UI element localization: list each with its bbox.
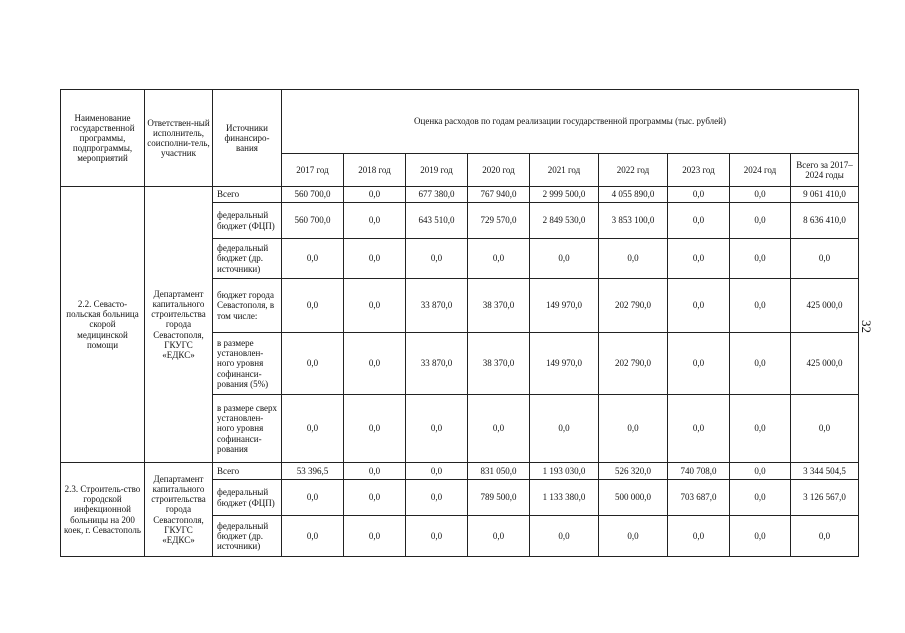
value-cell: 0,0 (730, 279, 791, 333)
value-cell: 729 570,0 (468, 203, 530, 239)
header-responsible: Ответствен-ный исполнитель, соисполни-тель, участник (145, 90, 213, 187)
table-row (61, 463, 859, 480)
source-cell: федеральный бюджет (др. источники) (213, 239, 282, 279)
value-cell: 0,0 (791, 516, 859, 557)
value-cell: 0,0 (344, 279, 406, 333)
value-cell: 0,0 (730, 187, 791, 203)
value-cell: 202 790,0 (599, 333, 668, 395)
value-cell: 0,0 (406, 463, 468, 480)
header-sources: Источники финансиро-вания (213, 90, 282, 187)
table-body (61, 90, 859, 557)
value-cell: 0,0 (344, 395, 406, 463)
value-cell: 0,0 (668, 516, 730, 557)
header-estimate: Оценка расходов по годам реализации государственной программы (тыс. рублей) (282, 90, 859, 154)
value-cell: 0,0 (668, 333, 730, 395)
responsible-cell: Департамент капитального строительства города Севастополя, ГКУГС «ЕДКС» (145, 463, 213, 557)
value-cell: 0,0 (668, 395, 730, 463)
header-name: Наименование государственной программы, подпрограммы, мероприятий (61, 90, 145, 187)
value-cell: 0,0 (599, 239, 668, 279)
value-cell: 0,0 (730, 239, 791, 279)
value-cell: 0,0 (282, 395, 344, 463)
value-cell: 3 126 567,0 (791, 480, 859, 516)
value-cell: 0,0 (730, 395, 791, 463)
value-cell: 2 849 530,0 (530, 203, 599, 239)
year-header: 2021 год (530, 154, 599, 187)
value-cell: 0,0 (730, 480, 791, 516)
value-cell: 0,0 (468, 395, 530, 463)
value-cell: 703 687,0 (668, 480, 730, 516)
value-cell: 0,0 (406, 480, 468, 516)
value-cell: 0,0 (668, 239, 730, 279)
value-cell: 643 510,0 (406, 203, 468, 239)
year-header: 2020 год (468, 154, 530, 187)
value-cell: 0,0 (599, 516, 668, 557)
year-header: 2022 год (599, 154, 668, 187)
value-cell: 0,0 (344, 187, 406, 203)
value-cell: 0,0 (344, 480, 406, 516)
value-cell: 1 133 380,0 (530, 480, 599, 516)
value-cell: 789 500,0 (468, 480, 530, 516)
value-cell: 425 000,0 (791, 279, 859, 333)
source-cell: в размере сверх установлен-ного уровня софинанси-рования (213, 395, 282, 463)
value-cell: 3 344 504,5 (791, 463, 859, 480)
value-cell: 0,0 (730, 333, 791, 395)
value-cell: 0,0 (344, 463, 406, 480)
value-cell: 0,0 (468, 516, 530, 557)
header-row (61, 90, 859, 154)
value-cell: 0,0 (344, 516, 406, 557)
value-cell: 0,0 (406, 239, 468, 279)
value-cell: 0,0 (668, 187, 730, 203)
value-cell: 9 061 410,0 (791, 187, 859, 203)
value-cell: 0,0 (282, 239, 344, 279)
value-cell: 560 700,0 (282, 203, 344, 239)
value-cell: 38 370,0 (468, 279, 530, 333)
value-cell: 0,0 (344, 333, 406, 395)
year-header: 2018 год (344, 154, 406, 187)
value-cell: 0,0 (344, 203, 406, 239)
value-cell: 740 708,0 (668, 463, 730, 480)
value-cell: 202 790,0 (599, 279, 668, 333)
value-cell: 38 370,0 (468, 333, 530, 395)
source-cell: в размере установлен-ного уровня софинанси-рования (5%) (213, 333, 282, 395)
value-cell: 149 970,0 (530, 333, 599, 395)
year-header: 2023 год (668, 154, 730, 187)
value-cell: 33 870,0 (406, 279, 468, 333)
value-cell: 0,0 (668, 203, 730, 239)
table-row (61, 187, 859, 203)
value-cell: 0,0 (730, 516, 791, 557)
value-cell: 560 700,0 (282, 187, 344, 203)
value-cell: 0,0 (282, 516, 344, 557)
source-cell: федеральный бюджет (ФЦП) (213, 203, 282, 239)
source-cell: бюджет города Севастополя, в том числе: (213, 279, 282, 333)
value-cell: 53 396,5 (282, 463, 344, 480)
value-cell: 767 940,0 (468, 187, 530, 203)
budget-table (60, 89, 859, 557)
page-number: 32 (859, 320, 874, 333)
value-cell: 2 999 500,0 (530, 187, 599, 203)
value-cell: 149 970,0 (530, 279, 599, 333)
value-cell: 0,0 (730, 463, 791, 480)
source-cell: федеральный бюджет (ФЦП) (213, 480, 282, 516)
value-cell: 8 636 410,0 (791, 203, 859, 239)
value-cell: 33 870,0 (406, 333, 468, 395)
value-cell: 0,0 (791, 239, 859, 279)
value-cell: 0,0 (599, 395, 668, 463)
value-cell: 0,0 (344, 239, 406, 279)
value-cell: 4 055 890,0 (599, 187, 668, 203)
measure-name: 2.2. Севасто-польская больница скорой медицинской помощи (61, 187, 145, 463)
responsible-cell: Департамент капитального строительства города Севастополя, ГКУГС «ЕДКС» (145, 187, 213, 463)
value-cell: 500 000,0 (599, 480, 668, 516)
value-cell: 3 853 100,0 (599, 203, 668, 239)
year-header: 2019 год (406, 154, 468, 187)
value-cell: 0,0 (282, 480, 344, 516)
value-cell: 0,0 (530, 516, 599, 557)
value-cell: 0,0 (530, 395, 599, 463)
value-cell: 0,0 (282, 279, 344, 333)
year-header: Всего за 2017–2024 годы (791, 154, 859, 187)
year-header: 2024 год (730, 154, 791, 187)
source-cell: Всего (213, 187, 282, 203)
value-cell: 0,0 (282, 333, 344, 395)
value-cell: 526 320,0 (599, 463, 668, 480)
year-header: 2017 год (282, 154, 344, 187)
source-cell: Всего (213, 463, 282, 480)
value-cell: 0,0 (730, 203, 791, 239)
value-cell: 677 380,0 (406, 187, 468, 203)
value-cell: 0,0 (406, 395, 468, 463)
source-cell: федеральный бюджет (др. источники) (213, 516, 282, 557)
value-cell: 831 050,0 (468, 463, 530, 480)
measure-name: 2.3. Строитель-ство городской инфекционной больницы на 200 коек, г. Севастополь (61, 463, 145, 557)
value-cell: 0,0 (791, 395, 859, 463)
value-cell: 0,0 (468, 239, 530, 279)
value-cell: 1 193 030,0 (530, 463, 599, 480)
value-cell: 0,0 (406, 516, 468, 557)
value-cell: 425 000,0 (791, 333, 859, 395)
value-cell: 0,0 (668, 279, 730, 333)
value-cell: 0,0 (530, 239, 599, 279)
